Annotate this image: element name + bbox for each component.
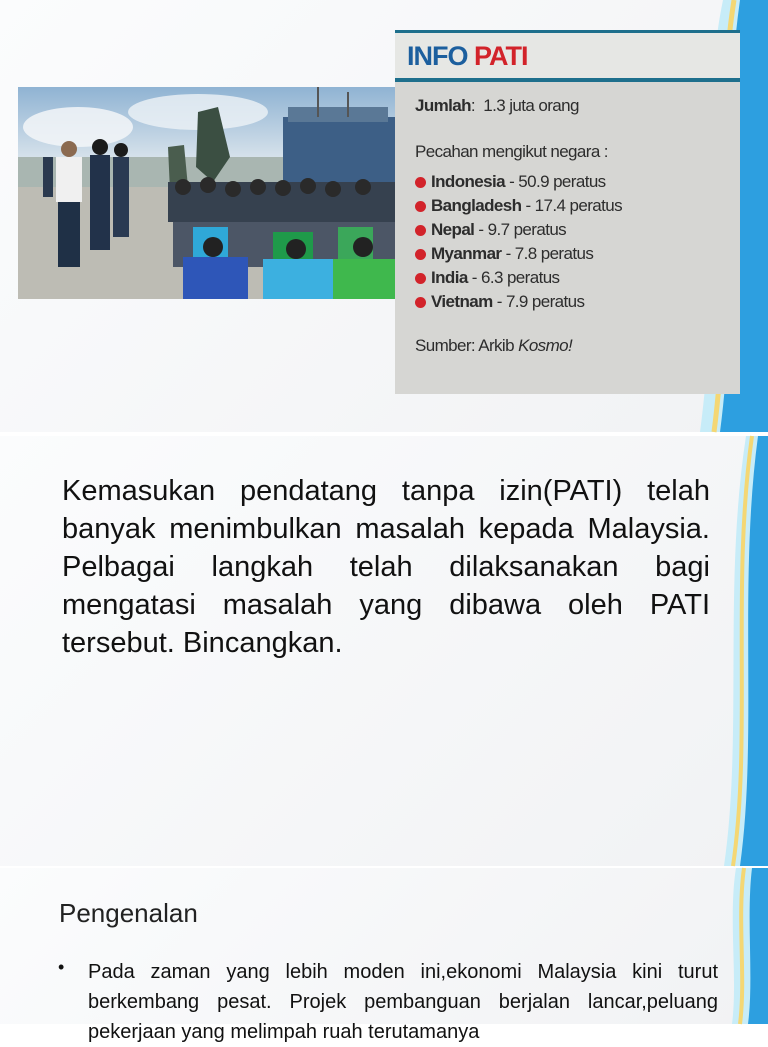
list-item: Vietnam - 7.9 peratus: [415, 290, 735, 314]
bullet-dot-icon: [415, 201, 426, 212]
list-item: Myanmar - 7.8 peratus: [415, 242, 735, 266]
country-value: 50.9 peratus: [518, 172, 606, 191]
discussion-question: Kemasukan pendatang tanpa izin(PATI) telah banyak menimbulkan masalah kepada Malaysia. Pelbagai langkah telah dilaksanakan bagi mengatasi masalah yang dibawa oleh PATI tersebut. Bincangkan.: [62, 475, 710, 659]
info-panel-header: [395, 30, 740, 82]
info-panel-title: [407, 41, 528, 72]
source-label: Sumber: Arkib: [415, 336, 514, 355]
country-value: 6.3 peratus: [480, 268, 560, 287]
country-name: Nepal: [431, 220, 475, 239]
country-name: Indonesia: [431, 172, 505, 191]
bullet-dot-icon: [415, 273, 426, 284]
source-name: Kosmo!: [518, 336, 573, 355]
country-value: 7.9 peratus: [505, 292, 585, 311]
country-name: Vietnam: [431, 292, 493, 311]
list-item: Indonesia - 50.9 peratus: [415, 170, 735, 194]
slide-3: [0, 868, 768, 1043]
intro-bullet: [58, 957, 718, 1047]
bullet-dot-icon: [415, 177, 426, 188]
list-item: Nepal - 9.7 peratus: [415, 218, 735, 242]
source-row: [415, 336, 735, 356]
slide-2: [0, 436, 768, 866]
info-title-keyword: PATI: [474, 41, 528, 71]
country-value: 17.4 peratus: [534, 196, 622, 215]
section-heading: Pengenalan: [59, 898, 198, 928]
info-pati-panel: [395, 30, 740, 394]
breakdown-label: Pecahan mengikut negara :: [415, 142, 608, 161]
list-item: India - 6.3 peratus: [415, 266, 735, 290]
info-title-prefix: INFO: [407, 41, 468, 71]
country-value: 7.8 peratus: [514, 244, 594, 263]
country-name: India: [431, 268, 468, 287]
bullet-icon: •: [58, 957, 65, 977]
bullet-dot-icon: [415, 249, 426, 260]
detainees-photo: [18, 87, 395, 299]
bullet-dot-icon: [415, 297, 426, 308]
total-value: 1.3 juta orang: [483, 96, 579, 115]
info-panel-body: [415, 96, 735, 356]
country-list: [415, 170, 735, 314]
bullet-text: Pada zaman yang lebih moden ini,ekonomi Malaysia kini turut berkembang pesat. Projek pembanguan berjalan lancar,peluang pekerjaan yang melimpah ruah terutamanya: [88, 961, 718, 1043]
country-name: Bangladesh: [431, 196, 522, 215]
list-item: Bangladesh - 17.4 peratus: [415, 194, 735, 218]
bullet-dot-icon: [415, 225, 426, 236]
total-label: Jumlah: [415, 96, 471, 115]
country-name: Myanmar: [431, 244, 502, 263]
total-row: Jumlah: 1.3 juta orang: [415, 96, 579, 115]
slide-1: [0, 0, 768, 432]
country-value: 9.7 peratus: [487, 220, 567, 239]
